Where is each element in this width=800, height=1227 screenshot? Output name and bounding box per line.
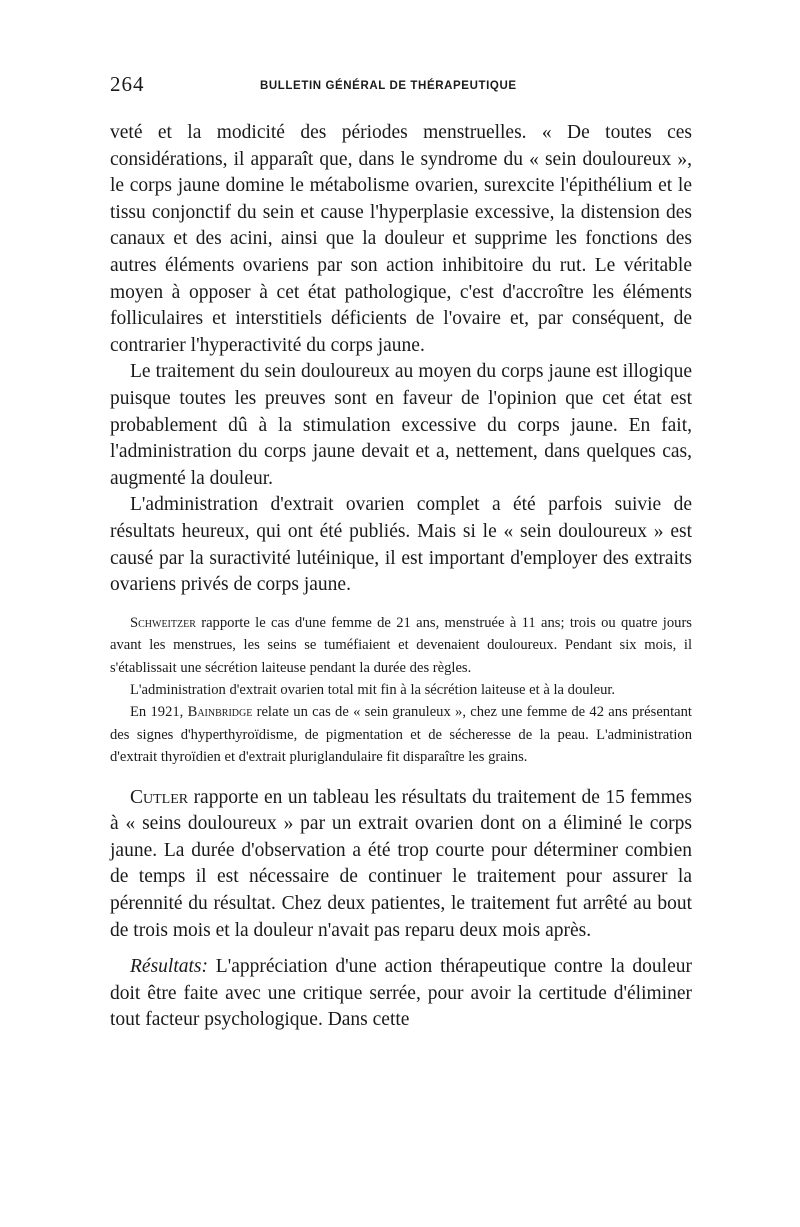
- paragraph-1: veté et la modicité des périodes menstruelles. « De toutes ces considérations, il apparaît que, dans le syndrome du « sein douloureux », le corps jaune domine le métabolisme ovarien, surexcite l'épithélium et le tissu conjonctif du sein et cause l'hyperplasie excessive, la distension des canaux et des acini, ainsi que la douleur et supprime les fonctions des autres éléments ovariens par son action inhibitoire du rut. Le véritable moyen à opposer à cet état pathologique, c'est d'accroître les éléments folliculaires et interstitiels déficients de l'ovaire et, par conséquent, de contrarier l'hyperactivité du corps jaune.: [110, 122, 692, 356]
- paragraph-text: L'appréciation d'une action thérapeutique contre la douleur doit être faite avec une critique serrée, pour avoir la certitude d'éliminer tout facteur psychologique. Dans cette: [110, 956, 692, 1031]
- author-name: Bainbridge: [187, 704, 253, 721]
- note-administration: L'administration d'extrait ovarien total mit fin à la sécrétion laiteuse et à la douleur.: [130, 681, 616, 698]
- paragraph-text: rapporte en un tableau les résultats du traitement de 15 femmes à « seins douloureux » par un extrait ovarien dont on a éliminé le corps jaune. La durée d'observation a été trop courte pour déterminer combien de temps il est nécessaire de continuer le traitement pour assurer la pérennité du résultat. Chez deux patientes, le traitement fut arrêté au bout de trois mois et la douleur n'avait pas reparu deux mois après.: [110, 786, 692, 941]
- paragraph-2: Le traitement du sein douloureux au moyen du corps jaune est illogique puisque toutes les preuves sont en faveur de l'opinion que cet état est probablement dû à la stimulation excessive du corps jaune. En fait, l'administration du corps jaune devait et a, nettement, dans quelques cas, augmenté la douleur.: [110, 361, 692, 489]
- note-schweitzer: [110, 612, 692, 679]
- page-header: [110, 72, 692, 102]
- paragraph-4: [110, 785, 692, 945]
- main-text: [110, 120, 692, 1034]
- note-text: relate un cas de « sein granuleux », chez une femme de 42 ans présentant des signes d'hyperthyroïdisme, de pigmentation et de sécheresse de la peau. L'administration d'extrait thyroïdien et d'extrait pluriglandulaire fit disparaître les grains.: [110, 704, 692, 766]
- note-bainbridge: [110, 701, 692, 768]
- section-label: Résultats:: [130, 956, 208, 978]
- paragraph-gap: [110, 944, 692, 954]
- book-page: [110, 72, 692, 1034]
- running-title: BULLETIN GÉNÉRAL DE THÉRAPEUTIQUE: [260, 80, 517, 92]
- author-name: Schweitzer: [130, 614, 196, 631]
- note-text: rapporte le cas d'une femme de 21 ans, menstruée à 11 ans; trois ou quatre jours avant les menstrues, les seins se tuméfiaient et devenaient douloureux. Pendant six mois, il s'établissait une sécrétion laiteuse pendant la durée des règles.: [110, 614, 692, 676]
- paragraph-3: L'administration d'extrait ovarien complet a été parfois suivie de résultats heureux, qui ont été publiés. Mais si le « sein douloureux » est causé par la suractivité lutéinique, il est important d'employer des extraits ovariens privés de corps jaune.: [110, 494, 692, 596]
- author-name: Cutler: [130, 786, 189, 808]
- footnote-block: [110, 612, 692, 769]
- note-prefix: En 1921,: [130, 704, 188, 721]
- paragraph-5: [110, 954, 692, 1034]
- page-number: 264: [110, 72, 145, 96]
